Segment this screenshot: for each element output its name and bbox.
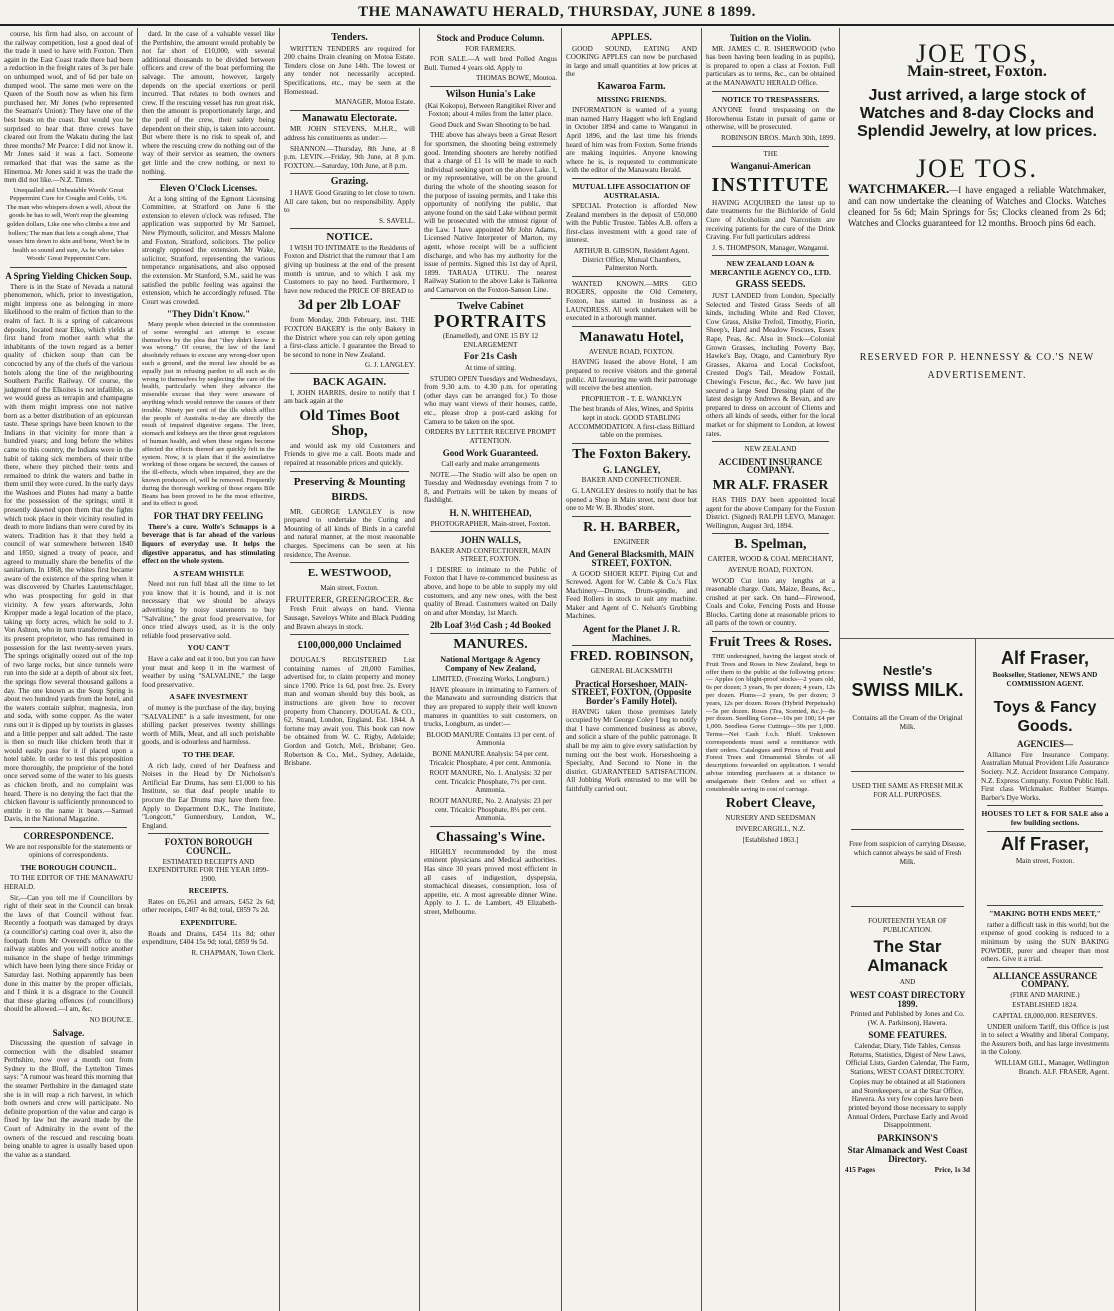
receipts-title: RECEIPTS. bbox=[188, 886, 229, 896]
divider bbox=[572, 645, 691, 646]
mutual-text: SPECIAL Protection is afforded New Zealand members in the deposit of £50,000 with the Public Trustee. Tables A.B. offers a first-class investment with a good rate of interest. bbox=[566, 202, 697, 245]
nestle-title: Nestle's bbox=[882, 663, 933, 678]
divider bbox=[430, 826, 551, 827]
trespass-text: ANYONE found trespassing on the Horowhenua Estate in pursuit of game or otherwise, will be prosecuted. bbox=[706, 106, 835, 132]
barber-text: A GOOD SHOER KEPT. Piping Cut and Screwed. Agent for W. Cable & Co.'s Flax Machinery—Drums, Drum-spindle, and Feed Rollers in stock to suit any machine. Maker and Agent of C. Nelson's Grubbing Machines. bbox=[566, 569, 697, 621]
divider bbox=[987, 967, 1103, 968]
manures-text: HAVE pleasure in intimating to Farmers of the Manawatu and surrounding districts that they are prepared to supply their well known manures in quantities to suit customers, on trucks, Longburn, as under:— bbox=[424, 685, 557, 729]
divider bbox=[987, 905, 1103, 906]
star-footer bbox=[845, 1166, 970, 1175]
spelman-title: B. Spelman, bbox=[734, 537, 807, 553]
tenders-signature: MANAGER, Motoa Estate. bbox=[335, 98, 415, 107]
divider bbox=[290, 562, 409, 563]
spelman-text: WOOD Cut into any lengths at a reasonable charge. Oats, Maize, Beans, &c., crushed at per sack. On hand—Firewood, Coals and Coke, Fencing Posts and House Blocks. Carting done at reasonable prices to all parts of the town or country. bbox=[706, 576, 835, 628]
divider bbox=[430, 298, 551, 299]
divider bbox=[712, 255, 829, 256]
divider bbox=[290, 373, 409, 374]
stock-title: Stock and Produce Column. bbox=[436, 33, 545, 43]
alf-fraser-title-2: Alf Fraser, bbox=[1000, 833, 1090, 854]
missing-text: INFORMATION is wanted of a young man named Harry Haggett who left England in October 1894 and came to Wanganui in April 1896, and the last time his friends heard of him was from Foxton. Some friends are making inquiries. Anyone knowing where he is, is requested to communicate with the editor of the Manawatu Herald. bbox=[566, 106, 697, 175]
council-letter: Sir,—Can you tell me if Councillors by right of their seat in the Council can break the laws of that Council without fear. Recently a footpath was damaged by drays (a councillor's) carting coal over it, also the footpath from Mr Overend's office to the railway stables and you will notice another nuisance in the shape of hedge trimmings which have been lying there since Friday or Saturday last. Nothing apparently has been done in this matter by the proper officials, and I think it is a disgrace to the Council that these glaring offences (of councillors) should be allowed.—I am, &c. bbox=[4, 893, 133, 1014]
institute-signature: J. S. THOMPSON, Manager, Wanganui. bbox=[712, 243, 829, 252]
column-6 bbox=[702, 28, 840, 1311]
nestle-column bbox=[840, 639, 976, 1311]
toys-title: Toys & Fancy Goods. bbox=[993, 699, 1097, 736]
hotel-note: The best brands of Ales, Wines, and Spirits kept in stock. GOOD STABLING ACCOMMODATION. A first-class Billiard table on the premises. bbox=[568, 405, 695, 440]
deaf-text: A rich lady, cured of her Deafness and Noises in the Head by Dr Nicholson's Artificial Ear Drums, has sent £1,000 to his Institute, so that deaf people unable to procure the Ear Drums may have them free. Apply to Department D.K., The Institute, "Longcott," Gunnersbury, London, W., England. bbox=[142, 761, 275, 830]
licenses-title: Eleven O'Clock Licenses. bbox=[159, 183, 258, 194]
institute-title: INSTITUTE bbox=[711, 173, 830, 196]
farmers-heading: FOR FARMERS. bbox=[465, 44, 516, 53]
loaf-text: from Monday, 20th February, inst. THE FOXTON BAKERY is the only Bakery in the District where you can rely upon getting a first-class article. I guarantee the Bread to be second to none in New Zealand. bbox=[284, 316, 415, 359]
missing-title: MISSING FRIENDS. bbox=[596, 94, 667, 104]
kawaroa-title: Kawaroa Farm. bbox=[597, 80, 666, 92]
boot-text: and would ask my old Customers and Friends to give me a call. Boots made and repaired at reasonable prices and quickly. bbox=[284, 441, 415, 467]
mutual-title: MUTUAL LIFE ASSOCIATION OF AUSTRALASIA. bbox=[572, 181, 691, 200]
column-5 bbox=[562, 28, 702, 1311]
institute-wanganui: Wanganui-American bbox=[730, 161, 811, 172]
houses-text: HOUSES TO LET & FOR SALE also a few building sections. bbox=[981, 809, 1109, 827]
cleave-sub: NURSERY AND SEEDSMAN bbox=[725, 814, 816, 823]
star-directory: WEST COAST DIRECTORY 1899. bbox=[849, 989, 966, 1009]
tenders-title: Tenders. bbox=[331, 32, 368, 43]
star-features-title: SOME FEATURES. bbox=[868, 1030, 947, 1041]
baking-title: "MAKING BOTH ENDS MEET," bbox=[989, 909, 1101, 919]
star-title: The Star Almanack bbox=[867, 937, 948, 976]
cabinet-title: Twelve Cabinet bbox=[457, 300, 524, 312]
national-title: National Mortgage & Agency Company of New Zealand, bbox=[440, 655, 541, 673]
agencies-title: AGENCIES— bbox=[1016, 739, 1073, 750]
institute-the: THE bbox=[763, 149, 778, 158]
star-and: AND bbox=[899, 978, 916, 987]
guaranteed-title: Good Work Guaranteed. bbox=[442, 448, 539, 459]
walls-sub: BAKER AND CONFECTIONER, MAIN STREET, FOXTON. bbox=[430, 546, 551, 564]
barber-title: R. H. BARBER, bbox=[583, 519, 680, 535]
westwood-trade: FRUITERER, GREENGROCER. &c bbox=[285, 593, 414, 604]
correspondence-note: We are not responsible for the statements or opinions of correspondents. bbox=[5, 842, 132, 860]
lake-text: THE above has always been a Great Resort for sportsmen, the shooting being extremely good. Intending shooters are hereby notified that a charge of £1 1s will be made to each individual seeking sport on the above Lake. I, or my representative, will be on the ground during the whole of the shooting season for the purpose of issuing permits, and I take this opportunity of notifying the public, that anyone found on the said Lake without permit will be prosecuted with the utmost rigour of the Law. I have appointed Mr John Adams, Licensed Native Interpreter of Marton, my agent, whose receipt will be a sufficient discharge, and who has my authority for the issue of permits. Signed this 1st day of April, 1899. TARAUA UTIKU. The nearest Railway Station to the above Lake is Taikorea and Carnarvon on the Foxton-Sanson Line. bbox=[424, 131, 557, 295]
article-title: A Spring Yielding Chicken Soup. bbox=[5, 271, 132, 282]
sitting-text: At time of sitting. bbox=[464, 364, 517, 372]
star-price: Price, 1s 3d bbox=[934, 1165, 970, 1174]
fraser-text: HAS THIS DAY been appointed local agent for the above Company for the Foxton District. (Signed) RALPH LEVO, Manager. Wellington, August 3rd, 1894. bbox=[706, 495, 835, 530]
licenses-text: At a long sitting of the Egmont Licensing Committee, at Stratford on June 6 the extension to eleven o'clock was refused. The application was supported by Mr Samuel, New Plymouth, solicitor, and Messrs Malone and Foxton, Stratford, solicitors. The police strongly opposed the extension. Mr Wake, solicitor, Stratford, representing the various temperance organisations, and also opposed the extension. Mr Stanford, S.M., said he was satisfied the public feeling was against the extension, which he accordingly refused. The Court was crowded. bbox=[142, 194, 275, 306]
planet-text: Agent for the Planet J. R. Machines. bbox=[582, 624, 681, 643]
electorate-title: Manawatu Electorate. bbox=[302, 112, 397, 124]
joe-tos-name-2: JOE TOS. bbox=[916, 153, 1038, 183]
swiss-milk-title: SWISS MILK. bbox=[851, 680, 964, 700]
youcant-title: YOU CAN'T bbox=[187, 643, 230, 653]
westwood-text: Fresh Fruit always on hand. Vienna Sausage, Saveloys White and Black Pudding and Brawn always in stock. bbox=[284, 605, 415, 631]
spelman-sub: CARTER, WOOD & COAL MERCHANT, bbox=[707, 555, 834, 564]
wanted-text: WANTED KNOWN.—MRS GEO ROGERS, opposite the Old Cemetery, Foxton, has started in business as a LAUNDRESS. All work undertaken will be executed in a thorough manner. bbox=[566, 279, 697, 323]
sale-text: FOR SALE.—A well bred Polled Angus Bull. Turned 4 years old. Apply to bbox=[424, 55, 557, 72]
westwood-title: E. WESTWOOD, bbox=[307, 567, 392, 580]
bakery-title: The Foxton Bakery. bbox=[572, 446, 691, 462]
hotel-title: Manawatu Hotel, bbox=[579, 329, 684, 345]
whistle-text: Need not run full blast all the time to let you know that it is bound, and it is not necessary that we should be always advertising by noisy statements to buy "Salvaline," the great food preservative, for once tried always used, as it is the only reliable food preservative sold. bbox=[142, 580, 275, 640]
trespass-title: NOTICE TO TRESPASSERS. bbox=[721, 94, 820, 104]
loaf-signature: G. J. LANGLEY. bbox=[365, 361, 415, 370]
nestle-contains: Contains all the Cream of the Original Milk. bbox=[852, 714, 963, 731]
cleave-title: Robert Cleave, bbox=[725, 796, 816, 812]
joe-tos-name: JOE TOS, bbox=[916, 39, 1038, 68]
expenditure-title: EXPENDITURE. bbox=[180, 918, 237, 928]
institute-text: HAVING ACQUIRED the latest up to date treatments for the Bichloride of Gold Cure of Alcoholism and Narcotism are receiving patients for the cure of the Drink Craving. For full particulars address bbox=[706, 198, 835, 242]
star-year: FOURTEENTH YEAR OF PUBLICATION. bbox=[868, 917, 947, 934]
divider bbox=[572, 516, 691, 517]
robinson-title: FRED. ROBINSON, bbox=[569, 649, 694, 665]
divider bbox=[851, 829, 964, 830]
wine-text: HIGHLY recommended by the most eminent physicians and Medical authorities. Has since 30 years proved most efficient in all cases of indigestion, dyspepsia, stomachical diseases, consumption, loss of appetite, etc. A most agreeable dinner Wine. Apply to J. L. de Lambert, 49 Elizabeth-street, Melbourne. bbox=[424, 847, 557, 916]
divider bbox=[572, 178, 691, 179]
robinson-sub: GENERAL BLACKSMITH bbox=[590, 667, 673, 676]
photographer-sub: PHOTOGRAPHER, Main-street, Foxton. bbox=[430, 519, 551, 528]
trees-text: THE undersigned, having the largest stock of Fruit Trees and Roses in New Zealand, begs to offer them to the public at the following prices:— Apples (on blight-proof stocks—2 years old, 6s per dozen; 3 years, 9s per dozen; 4 years, 12s per dozen. Plums—2 years, 9s per dozen; 3 years, 12s per dozen. Roses (Hybrid Perpetuals)—5s per dozen. Roses (Tea, Scented, &c.)—8s per dozen. Seedling Gorse—10s per 100; £4 per 1,000. Seedless Gorse Cuttings—30s per 1,000. Terms—Net Cash f.o.b. Bluff. Unknown correspondents must send a remittance with their orders. Catalogues and Prices of Fruit and Forest Trees and Ornamental Shrubs of all descriptions forwarded on application. I would advise intending purchasers at a distance to amalgamate their Orders and so effect a considerable saving in cost of carriage. bbox=[706, 653, 835, 793]
council-to: TO THE EDITOR OF THE MANAWATU HERALD. bbox=[4, 874, 133, 891]
enamelled-text: (Enamelled), and ONE 15 BY 12 ENLARGEMENT bbox=[442, 332, 539, 349]
grass-text: JUST LANDED from London, Specially Selected and Tested Grass Seeds of all kinds, including White and Red Clover, Cow Grass, Alsike Trefoil, Timothy, Fiorin, Sheep's, Hard and Meadow Fescues, Essex Rape, Peas, &c. Also in Stock—Colonial Grown Grasses, including Poverty Bay, Hawke's Bay, Otago, and Canterbury Rye Grasses, Akaroa and Local Cocksfoot, Crested Dog's Tail, Meadow Foxtail, Chewing's Fescue, &c., &c. We have just secured a large Seed Dressing plant of the latest design by Andrews & Bevan, and are prepared to dress on account of Clients and others all kinds of seeds, either for the local market or for shipment to London, at lowest rates. bbox=[706, 292, 835, 438]
boot-shop-title: Old Times Boot Shop, bbox=[299, 407, 400, 439]
divider bbox=[712, 631, 829, 632]
divider bbox=[148, 833, 269, 834]
bone-manure: BONE MANURE Analysis: 54 per cent. Tricalcic Phosphate, 4 per cent. Ammonia. bbox=[429, 749, 552, 767]
unclaimed-text: DOUGAL'S REGISTERED List containing names of 20,000 Families, advertised for, to claim property and money since 1700. Price 1s 6d, post free. 2s. Every man and woman should buy this book, as instructions are given how to recover property from Chancery. DOUGAL & CO., 62, Strand, London, England. Est. 1844. A fortune may await you. This book can now be obtained from W. C. Rigby, Adelaide; Gordon and Gotch, Mel., Brisbane; Geo. Robertson & Co., Mel., Sydney, Adelaide, Brisbane. bbox=[284, 656, 415, 768]
back-text: I, JOHN HARRIS, desire to notify that I am back again at the bbox=[284, 388, 415, 406]
divider bbox=[290, 634, 409, 635]
invest-title: A SAFE INVESTMENT bbox=[169, 692, 248, 702]
star-publisher: Printed and Published by Jones and Co. (W. A. Parkinson), Hawera. bbox=[850, 1010, 965, 1027]
invest-text: of money is the purchase of the day, buying "SALVALINE" is a safe investment, for one shilling packet preserves twenty shillings worth of Milk, Meat, and all such perishable goods, and is odourless and harmless. bbox=[142, 704, 275, 747]
borough-title: FOXTON BOROUGH COUNCIL. bbox=[164, 837, 253, 856]
alliance-signature: WILLIAM GILL, Manager, Wellington Branch. ALF. FRASER, Agent. bbox=[994, 1059, 1109, 1076]
alliance-established: ESTABLISHED 1824. bbox=[1012, 1001, 1078, 1010]
alf-fraser-sub: Bookseller, Stationer, NEWS AND COMMISSION AGENT. bbox=[992, 671, 1098, 688]
mutual-signature: ARTHUR B. GIBSON, Resident Agent. District Office, Mutual Chambers, Palmerston North. bbox=[573, 247, 690, 273]
borough-signature: R. CHAPMAN, Town Clerk. bbox=[191, 948, 275, 957]
accident-title: ACCIDENT INSURANCE COMPANY. bbox=[718, 456, 823, 476]
parkinson: PARKINSON'S bbox=[877, 1132, 938, 1143]
hotel-sub: AVENUE ROAD, FOXTON. bbox=[588, 347, 675, 356]
back-title: BACK AGAIN. bbox=[312, 376, 387, 388]
divider bbox=[430, 86, 551, 87]
divider bbox=[987, 831, 1103, 832]
column-7 bbox=[840, 28, 1114, 1311]
price-21s: For 21s Cash bbox=[463, 352, 518, 363]
walls-text: I DESIRE to intimate to the Public of Foxton that I have re-commenced business as above, and hope to be able to supply my old customers, and any new ones, with the best quality of Bread. Customers waited on Daily on and after Monday, 1st March. bbox=[424, 565, 557, 617]
robinson-text: HAVING taken those premises lately occupied by Mr George Coley I beg to notify that I have commenced business as above, and solicit a share of the public patronage. It shall be my aim to give every satisfaction by turning out the best work. Horseshoeing a Specialty, And Second to None in the district. GUARANTEED SATISFACTION. All Jobbing Work entrusted to me will be faithfully carried out. bbox=[566, 707, 697, 793]
orders-text: ORDERS BY LETTER RECEIVE PROMPT ATTENTION. bbox=[424, 428, 557, 445]
newspaper-page bbox=[0, 28, 1114, 1311]
divider bbox=[430, 633, 551, 634]
hotel-proprietor: PROPRIETOR - T. E. WANKLYN bbox=[581, 394, 682, 403]
star-copies: Copies may be obtained at all Stationers and Storekeepers, or at the Star Office, Hawera. As very few copies have been printed beyond those necessary to supply Annual Orders, Purchase Early and Avoid Disappointment. bbox=[847, 1078, 968, 1130]
notice-title: NOTICE. bbox=[326, 231, 373, 244]
theydidnt-text: Many people when detected in the commission of some wrongful act attempt to excuse themselves by the plea that "they didn't know it was wrong." Of course, the law of the land absolutely refuses to excuse any wrong-doer upon such a ground, and the moral law should be as equally just in refusing pardon to all such as do wrong to themselves by neglecting the care of the health, particularly when they advance the miserable excuse that they were unaware of anything which would remove the causes of their trouble. Ninety per cent of the ills which afflict the people of Australia to-day are directly the result of impaired digestive organs. The liver, stomach and kidneys are the three great regulators of human health, and when these organs become affected the effects thereof are quickly felt in the system. Now, it is plain that if the assimilative working of those organs be secured, the causes of the ill-effects, which when impaired, they are the known producers of, will be removed. Frequently during the thorough working of those organs Bile Beans has been proved to be the most effective, and its effect is good. bbox=[142, 321, 275, 508]
alf-fraser-sub-2: Main street, Foxton. bbox=[1015, 856, 1075, 865]
divider bbox=[712, 146, 829, 147]
reserved-space: RESERVED FOR P. HENNESSY & CO.'S NEW ADVERTISEMENT. bbox=[859, 351, 1095, 381]
unclaimed-title: £100,000,000 Unclaimed bbox=[297, 640, 402, 652]
loaf-price: 3d per 2lb LOAF bbox=[298, 298, 401, 314]
divider bbox=[572, 326, 691, 327]
correspondence-title: CORRESPONDENCE. bbox=[23, 831, 114, 842]
apples-title: APPLES. bbox=[611, 32, 652, 43]
walls-title: JOHN WALLS, bbox=[460, 535, 521, 546]
violin-title: Tuition on the Violin. bbox=[729, 33, 812, 43]
birds-title: Preserving & Mounting BIRDS. bbox=[293, 475, 406, 503]
joe-tos-address: Main-street, Foxton. bbox=[907, 63, 1047, 80]
national-sub: LIMITED, (Freezing Works, Longburn.) bbox=[431, 675, 550, 684]
divider bbox=[290, 110, 409, 111]
electorate-text: MR JOHN STEVENS, M.H.R., will address his constituents as under:— bbox=[284, 125, 415, 142]
watchmaker-title: WATCHMAKER. bbox=[848, 180, 950, 196]
root-manure-2: ROOT MANURE, No. 2. Analysis: 23 per cent. Tricalcic Phosphate, 8½ per cent. Ammonia. bbox=[429, 796, 552, 823]
divider bbox=[712, 533, 829, 534]
star-pages: 415 Pages bbox=[845, 1165, 876, 1174]
nz-heading: NEW ZEALAND bbox=[744, 445, 797, 454]
article-text: There is in the State of Nevada a natural phenomenon, which, prior to investigation, might impress one as belonging in more likelihood to the realm of fiction than to the realm of fact. It is a spring of calcareous deposits, located near Elko, which yields at first hand from mother earth what the inhabitants of the town regard as a better quality of chicken soup than can be concocted by any of the chefs of the various hotels along the line of the neighbouring Southern Pacific Railway. Of course, the judgment of the Elkoites is not infallible, as we would guess as terrapin and champagne with them might impress one not native born as a better distribution of an epicurean taste. These springs have been known to the Indians in that vicinity for more than a hundred years; and long before the whites came to this country, the Indians were in the habit of taking sick members of their tribe there, where they pitched their tents and remained to drink the waters and bathe in them until they were cured. In the early days the Washoes and Piutes had many a battle for the possession of the springs; until it presently dawned upon them that the fights which took place in their vicinity resulted in death to more Indians than were cured by its waters. Tradition has it that they held a council of war somewhere between 1840 and 1850, signed a treaty of peace, and agreed to mutually share the benefits of the sanitarium. In 1868, the whites first became aware of the existence of the spring when it was discovered by Charles Lautenschlager, who was prospecting for gold in that vicinity. A few years afterwards, John Kropper made a legal location of the place, taking up forty acres, which he sold to J. Von Ashton, who in turn transferred them to its present proprietor, who has remained in possession for the last twenty-seven years. The springs originally oozed out of the top of two large rocks, but since tunnels were run into the side at a depth of about six feet, the springs flow several thousand gallons a day. The one known as the Soup Spring is about two hundred yards from the hotel, and the waters contain sulphur, magnesia, iron and soda, with some copper. As the water runs out it is dipped up by tourists in glasses and a little pepper and salt added. The taste is then so much like chicken broth that it would easily pass for it if placed upon a hotel table. In order to test this proposition more thoroughly, the proprietor of the hotel once served some of the water to his guests as chicken broth, and no complaint was heard. There is no denying the fact that the chicken flavour is sufficiently pronounced to entitle it to the name it bears.—Samuel Davis, in the National Magazine. bbox=[4, 282, 134, 824]
cleave-address: INVERCARGILL, N.Z. bbox=[735, 825, 806, 833]
photographer-name: H. N. WHITEHEAD, bbox=[449, 507, 532, 518]
divider bbox=[290, 471, 409, 472]
trees-title: Fruit Trees & Roses. bbox=[709, 635, 832, 651]
robinson-trade: Practical Horseshoer, MAIN-STREET, FOXTON, (Opposite Border's Family Hotel). bbox=[571, 678, 692, 707]
birds-text: MR. GEORGE LANGLEY is now prepared to undertake the Curing and Mounting of all kinds of Birds in a careful and natural manner, at the most reasonable charges. Specimens can be seen at his residence, The Avenue. bbox=[284, 507, 415, 559]
nestle-used: USED THE SAME AS FRESH MILK FOR ALL PURPOSES. bbox=[851, 782, 964, 799]
nzloan-title: NEW ZEALAND LOAN & MERCANTILE AGENCY CO., LTD. bbox=[710, 259, 831, 277]
bakery-name: G. LANGLEY, bbox=[602, 464, 661, 475]
masthead: THE MANAWATU HERALD, THURSDAY, JUNE 8 1899. bbox=[0, 0, 1114, 26]
spelman-address: AVENUE ROAD, FOXTON. bbox=[727, 565, 814, 574]
fraser-title: MR ALF. FRASER bbox=[712, 477, 829, 493]
divider bbox=[712, 441, 829, 442]
divider bbox=[430, 531, 551, 532]
youcant-text: Have a cake and eat it too, but you can have your meat and keep it in the warmest of weather by using "SALVALINE," the large food preservative. bbox=[142, 655, 275, 689]
intro-text: course, his firm had also, on account of the railway competition, lost a good deal of the trade it used to have with Foxton. Then again in the East Coast trade there had been a reduction in the freight rates of 3s per bale on unhumped wool, and of 6d per bale on dumped wool. The same men were on the Queen of the South now as when his firm purchased her. Mr Jones (who represented the Seaman's Union): They have one of the best boats on the coast. But would you be surprised to hear that three crews have cleared out from the Wakatu during the last three months? Mr Pearce: I did not know it. Mr Jones said it was a fact. Someone remarked that that was the same as the Hinemoa. Mr Jones said it was the trade the men did not like.—N.Z. Times. bbox=[4, 30, 133, 185]
joe-tos-ad: Just arrived, a large stock of Watches and 8-day Clocks and Splendid Jewelry, at low prices. bbox=[857, 86, 1097, 140]
agencies-list: Alliance Fire Insurance Company. Australian Mutual Provident Life Assurance Society. N.Z. Accident Insurance Company. N.Z. Express Company. Foxton Public Hall. First class Wickmaker. Rubber Stamps. Barber's Dye Works. bbox=[981, 750, 1109, 802]
expenditure-text: Roads and Drains, £454 11s 8d; other expenditure, £404 15s 9d; total, £859 9s 5d. bbox=[142, 929, 275, 947]
wine-title: Chassaing's Wine. bbox=[435, 829, 546, 845]
studio-text: STUDIO OPEN Tuesdays and Wednesdays, from 9.30 a.m. to 4.30 p.m. for operating (other days can be arranged for.) To those who may want views of their houses, cattle, etc., please drop a post-card asking for Camera to be taken on the spot. bbox=[424, 374, 557, 426]
council-signature: NO BOUNCE. bbox=[89, 1015, 133, 1024]
blood-manure: BLOOD MANURE Contains 13 per cent. of Ammonia bbox=[426, 730, 555, 748]
grazing-title: Grazing. bbox=[330, 176, 369, 188]
divider bbox=[290, 228, 409, 229]
peppermint-poem: Unequalled and Unbeatable Woods' Great Peppermint Cure for Coughs and Colds, 1/6. The man who whispers down a well, About the goods he has to sell, Won't reap the gleaming golden dollars, Like one who climbs a tree and hollers; The man that lets a cough alone, That wears him down to skin and bone, Won't be in health so sound and sure, As he who takes Woods' Great Peppermint Cure. bbox=[6, 186, 131, 263]
salvage-title: Salvage. bbox=[52, 1027, 85, 1038]
grazing-signature: S. SAVELL. bbox=[378, 216, 415, 225]
borough-sub: ESTIMATED RECEIPTS AND EXPENDITURE FOR THE YEAR 1899-1900. bbox=[148, 857, 269, 883]
barber-sub: ENGINEER bbox=[613, 537, 650, 546]
alliance-title: ALLIANCE ASSURANCE COMPANY. bbox=[992, 970, 1098, 990]
alliance-capital: CAPITAL £8,000,000. RESERVES. bbox=[992, 1012, 1098, 1021]
manures-title: MANURES. bbox=[453, 637, 528, 653]
grazing-text: I HAVE Good Grazing to let close to town. All care taken, but no responsibility. Apply to bbox=[284, 188, 415, 215]
divider bbox=[712, 91, 829, 92]
alliance-text: UNDER uniform Tariff, this Office is just in to select a Wealthy and liberal Company, the Assurers both, and has large investments in the Colony. bbox=[981, 1022, 1109, 1057]
divider bbox=[10, 827, 127, 828]
fraser-column bbox=[976, 639, 1114, 1311]
bottom-split bbox=[840, 638, 1114, 1311]
theydidnt-title: "They Didn't Know." bbox=[166, 309, 251, 320]
notice-text: I WISH TO INTIMATE to the Residents of Foxton and District that the rumour that I am giving up business at the end of the present month is untrue, and to which I ask my Customers to pay no heed. Furthermore, I have now reduced the PRICE OF BREAD to bbox=[284, 243, 415, 295]
dry-text: There's a cure. Wolfe's Schnapps is a beverage that is far ahead of the various liquors of everyday use. It helps the digestive apparatus, and has stimulating effect on the whole system. bbox=[142, 522, 275, 566]
salvage-continued: dard. In the case of a valuable vessel like the Perthshire, the amount would probably be not far short of £10,000, with several additional thousands to be divided between officers and crew of the boat performing the salvage. The amount, however, largely depends on the special exertions or peril incurred. That relates to both owners and crew. If the rescuing vessel has run great risk, then the amount is proportionately large, and the peril of the crew, their safety being dependent on their ship, is taken into account. But where there is no risk to speak of, and where the rescuing crew do nothing out of the way of their service as seamen, the owners get little and the crew nothing, or next to nothing. bbox=[142, 30, 275, 176]
root-manure-1: ROOT MANURE, No. 1. Analysis: 32 per cent. Tricalcic Phosphate, 7½ per cent. Ammonia. bbox=[429, 769, 552, 795]
nestle-free: Free from suspicion of carrying Disease, which cannot always be said of Fresh Milk. bbox=[849, 840, 966, 866]
divider bbox=[10, 267, 127, 268]
column-1 bbox=[0, 28, 138, 1311]
divider bbox=[148, 179, 269, 180]
divider bbox=[572, 276, 691, 277]
divider bbox=[851, 906, 964, 907]
bakery-text: G. LANGLEY desires to notify that he has opened a Shop in Main street, next door but one to Mr W. B. Rhodes' store. bbox=[566, 486, 697, 513]
alliance-sub: (FIRE AND MARINE.) bbox=[1010, 990, 1080, 999]
column-4 bbox=[420, 28, 562, 1311]
baking-text: rather a difficult task in this world; but the expense of good cooking is reduced to a minimum by using the SUN BAKING POWDER, purer and cheaper than most others. Give it a trial. bbox=[981, 920, 1109, 964]
council-title: THE BOROUGH COUNCIL. bbox=[20, 862, 117, 872]
divider bbox=[987, 805, 1103, 806]
divider bbox=[290, 173, 409, 174]
deaf-title: TO THE DEAF. bbox=[182, 749, 235, 759]
star-almanac-2: Star Almanack and West Coast Directory. bbox=[847, 1145, 968, 1165]
tenders-text: WRITTEN TENDERS are required for 200 chains Drain cleaning on Motoa Estate. Tenders close on June 14th. The lowest or any tender not necessarily accepted. Specifications, etc., may be seen at the Homestead. bbox=[284, 44, 415, 96]
column-2 bbox=[138, 28, 280, 1311]
westwood-sub: Main street, Foxton. bbox=[320, 584, 379, 593]
dry-title: FOR THAT DRY FEELING bbox=[153, 511, 264, 522]
walls-loaf: 2lb Loaf 3½d Cash ; 4d Booked bbox=[430, 620, 551, 631]
whistle-title: A STEAM WHISTLE bbox=[173, 568, 244, 578]
call-text: Call early and make arrangements bbox=[441, 459, 540, 468]
alf-fraser-title: Alf Fraser, bbox=[1000, 648, 1090, 668]
column-3 bbox=[280, 28, 420, 1311]
grass-title: GRASS SEEDS. bbox=[735, 279, 806, 291]
sale-signature: THOMAS BOWE, Moutoa. bbox=[475, 74, 557, 83]
violin-text: MR. JAMES C. R. ISHERWOOD (who has been having been leading in as pupils), is prepared to open a class at Foxton. Full particulars as to terms, &c., can be obtained at the MANAWATU HERALD Office. bbox=[706, 44, 835, 87]
watchmaker-ad bbox=[840, 180, 1114, 229]
lake-duck: Good Duck and Swan Shooting to be had. bbox=[430, 120, 551, 129]
receipts-text: Rates on £6,261 and arrears, £452 2s 6d; other receipts, £407 4s 8d; total, £859 7s 2d. bbox=[142, 897, 275, 915]
portraits-title: PORTRAITS bbox=[433, 311, 548, 332]
divider bbox=[572, 443, 691, 444]
hotel-text: HAVING leased the above Hotel, I am prepared to receive visitors and the general public. All favouring me with their patronage will receive the best attention. bbox=[566, 358, 697, 393]
apples-text: GOOD SOUND, EATING AND COOKING APPLES can now be purchased in large and small quantities at low prices at the bbox=[566, 44, 697, 79]
electorate-dates: SHANNON.—Thursday, 8th June, at 8 p.m. LEVIN.—Friday, 9th June, at 8 p.m. FOXTON.—Saturday, 10th June, at 8 p.m. bbox=[284, 144, 415, 170]
salvage-text: Discussing the question of salvage in connection with the disabled steamer Perthshire, now over a month out from Sydney to the Bluff, the Lyttelton Times says: "A rumour was heard this morning that the steamer Perthshire in the damaged state she is in will reap a rich harvest, in which both owners and crew will participate. No definite proportion of the value and cargo is fixed by law but the award made by the Court of Admiralty in the event of the owners of the rescued and rescuing boats being unable to agree is usually based upon the value as a standard. bbox=[4, 1039, 133, 1159]
bakery-sub: BAKER AND CONFECTIONER. bbox=[581, 476, 682, 485]
note-text: NOTE.—The Studio will also be open on Tuesday and Wednesday evenings from 7 to 8, and Portraits will be taken by means of flashlight. bbox=[424, 470, 557, 505]
cleave-established: [Established 1863.] bbox=[742, 835, 799, 844]
divider bbox=[851, 771, 964, 772]
barber-trade: And General Blacksmith, MAIN STREET, FOXTON. bbox=[568, 549, 694, 568]
trespass-signature: ROBINSON BROS. March 30th, 1899. bbox=[720, 133, 835, 142]
lake-title: Wilson Hunia's Lake bbox=[445, 88, 536, 100]
lake-sub: (Kai Kokopu), Between Rangitikei River and Foxton; about 4 miles from the latter place. bbox=[425, 101, 556, 119]
watchmaker-text: —I have engaged a reliable Watchmaker, and can now undertake the cleaning of Watches and Clocks. Watches cleaned for 5s 6d; Main Springs for 5s; Clocks cleaned from 2s 6d; Watches and Clocks guaranteed for 12 months. Brooch pins 6d each. bbox=[848, 184, 1106, 228]
star-features: Calendar, Diary, Tide Tables, Census Returns, Statistics, Digest of New Laws, Official Lists, Garden Calendar, The Farm, Stations, WEST COAST DIRECTORY. bbox=[845, 1041, 970, 1076]
